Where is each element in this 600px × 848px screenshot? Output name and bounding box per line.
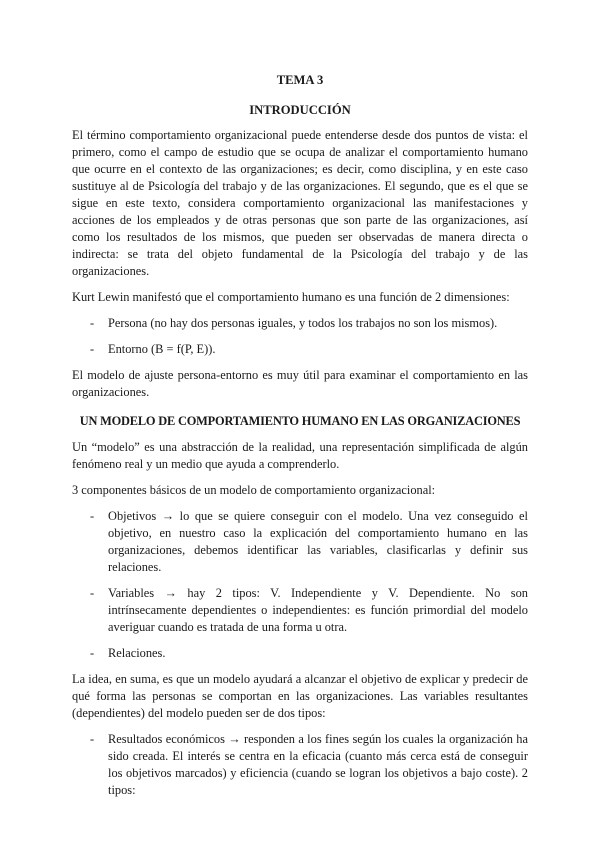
document-title: TEMA 3 [276,73,324,87]
section-heading: UN MODELO DE COMPORTAMIENTO HUMANO EN LAS ORGANIZACIONES [79,414,521,428]
document-page [72,72,528,808]
list-item [72,508,528,576]
list-item [72,585,528,636]
intro-heading: INTRODUCCIÓN [249,103,351,117]
list-item [72,341,528,358]
paragraph-summary: La idea, en suma, es que un modelo ayudará a alcanzar el objetivo de explicar y predecir de qué forma las personas se comportan en las organizaciones. Las variables resultantes (dependientes) del modelo pueden ser de dos tipos: [72,672,528,720]
bullet-dash: - [90,732,95,746]
bullet-dash: - [90,342,95,356]
list-item [72,315,528,332]
list-item [72,645,528,662]
paragraph-lewin: Kurt Lewin manifestó que el comportamiento humano es una función de 2 dimensiones: [72,290,510,304]
lewin-dimensions-list [72,315,528,358]
bullet-dash: - [90,646,95,660]
paragraph-definition: El término comportamiento organizacional puede entenderse desde dos puntos de vista: el primero, como el campo de estudio que se ocupa de analizar el comportamiento humano que ocurre en el contexto de las organizaciones; es decir, como disciplina, y en este caso sustituye al de Psicología del trabajo y de las organizaciones. El segundo, que es el que se sigue en este texto, considera comportamiento organizacional las manifestaciones y acciones de los empleados y de otras personas que son parte de las organizaciones, así como los resultados de los mismos, que pueden ser observadas de manera directa o indirecta: se trata del objeto fundamental de la Psicología del trabajo y de las organizaciones. [72,128,528,278]
list-item-text: Relaciones. [108,646,166,660]
paragraph-fit-model: El modelo de ajuste persona-entorno es muy útil para examinar el comportamiento en las organizaciones. [72,368,528,399]
paragraph-components-intro: 3 componentes básicos de un modelo de comportamiento organizacional: [72,483,436,497]
list-item-text: Persona (no hay dos personas iguales, y todos los trabajos no son los mismos). [108,316,498,330]
bullet-dash: - [90,586,95,600]
list-item-text: Entorno (B = f(P, E)). [108,342,216,356]
list-item-text: Objetivos → lo que se quiere conseguir con el modelo. Una vez conseguido el objetivo, en nuestro caso la explicación del comportamiento humano en las organizaciones, debemos identificar las variables, clasificarlas y definir sus relaciones. [108,509,528,574]
list-item [72,731,528,799]
list-item-text: Resultados económicos → responden a los fines según los cuales la organización ha sido creada. El interés se centra en la eficacia (cuanto más cerca está de conseguir los objetivos marcados) y eficiencia (cuando se logran los objetivos a bajo coste). 2 tipos: [108,732,528,797]
results-list [72,731,528,799]
list-item-text: Variables → hay 2 tipos: V. Independiente y V. Dependiente. No son intrínsecamente dependientes o independientes: es función primordial del modelo averiguar cuando es tratada de una forma u otra. [108,586,528,634]
paragraph-model-definition: Un “modelo” es una abstracción de la realidad, una representación simplificada de algún fenómeno real y un medio que ayuda a comprenderlo. [72,440,528,471]
bullet-dash: - [90,509,95,523]
components-list [72,508,528,662]
bullet-dash: - [90,316,95,330]
